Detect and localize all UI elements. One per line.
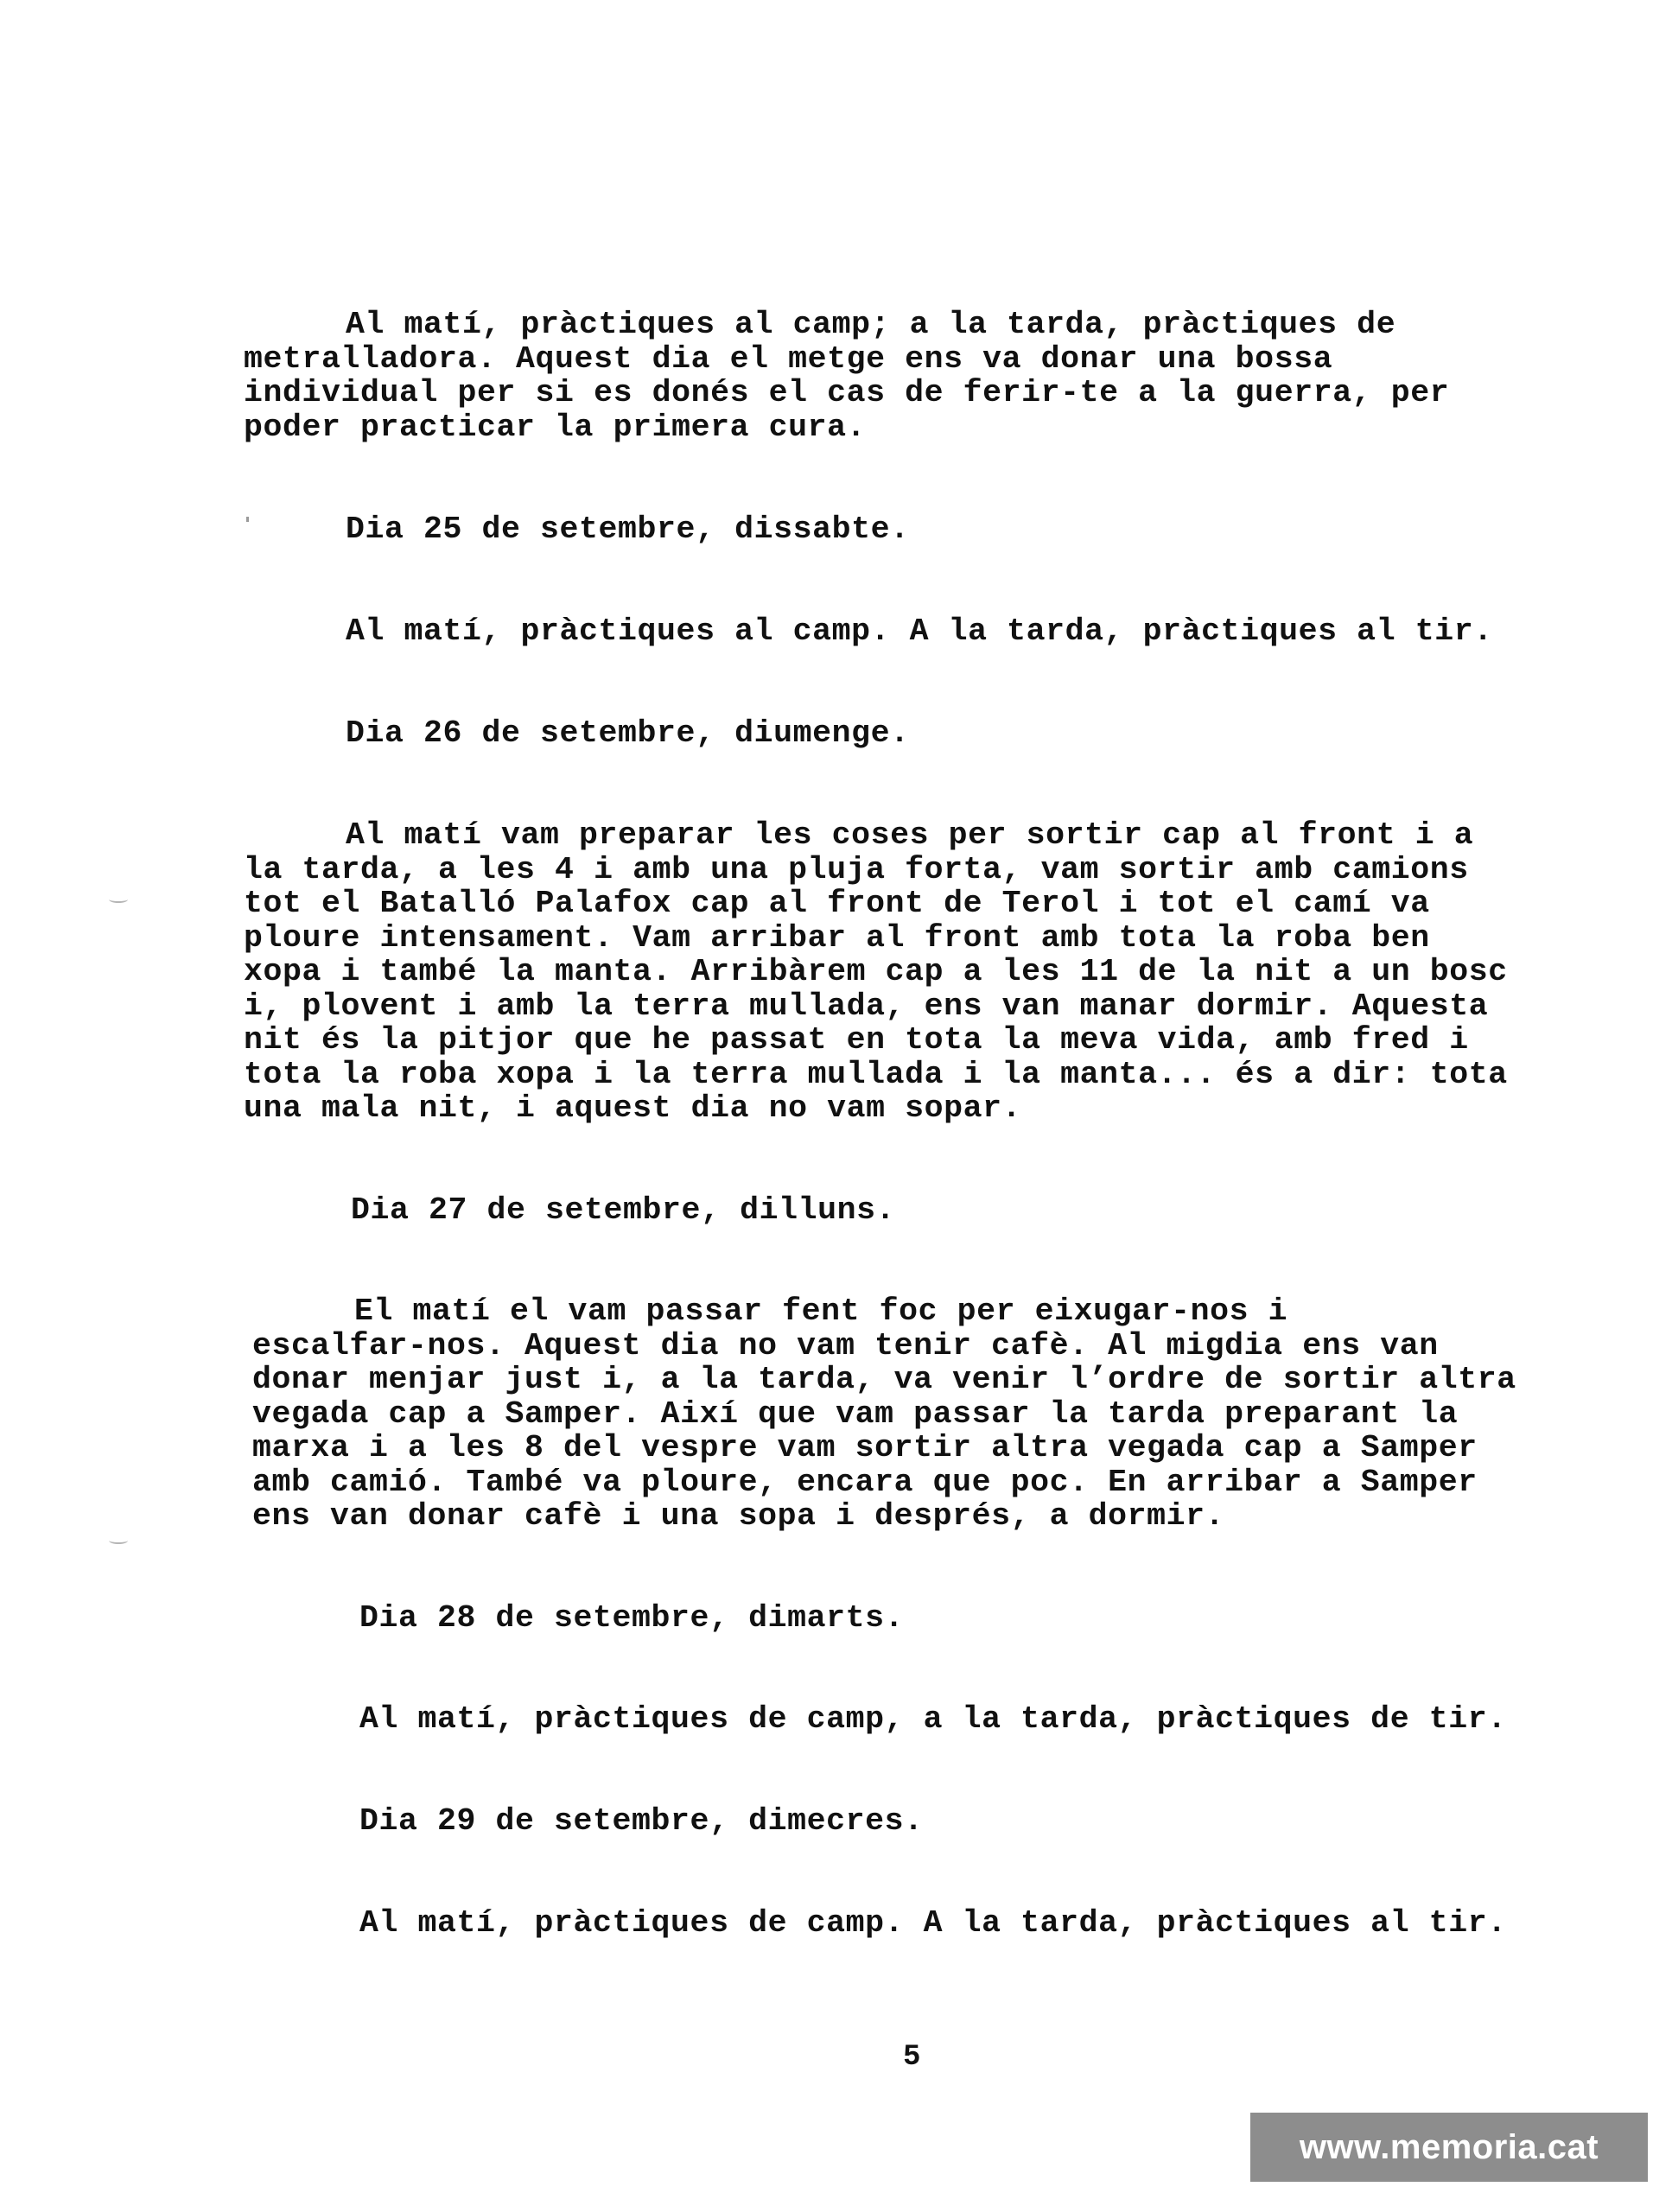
paragraph-line: xopa i també la manta. Arribàrem cap a les 11 de la nit a un bosc	[244, 954, 1508, 989]
paragraph-line: poder practicar la primera cura.	[244, 409, 867, 445]
date-heading: Dia 25 de setembre, dissabte.	[346, 512, 910, 547]
paragraph-line: ens van donar cafè i una sopa i després, a dormir.	[252, 1498, 1225, 1534]
paragraph-line: donar menjar just i, a la tarda, va venir l’ordre de sortir altra	[252, 1362, 1516, 1397]
paragraph-line: individual per si es donés el cas de ferir-te a la guerra, per	[244, 375, 1450, 410]
paragraph-6: Al matí, pràctiques de camp. A la tarda, pràctiques al tir.	[359, 1905, 1507, 1941]
paragraph-line: una mala nit, i aquest dia no vam sopar.	[244, 1090, 1022, 1126]
date-heading: Dia 26 de setembre, diumenge.	[346, 715, 910, 751]
punch-hole-mark	[109, 896, 128, 903]
paragraph-line: la tarda, a les 4 i amb una pluja forta, vam sortir amb camions	[244, 851, 1469, 887]
paragraph-line: vegada cap a Samper. Així que vam passar la tarda preparant la	[252, 1395, 1459, 1432]
paragraph-line: Al matí, pràctiques al camp; a la tarda, pràctiques de	[346, 307, 1396, 342]
paragraph-1	[244, 308, 1566, 444]
paragraph-3	[244, 818, 1566, 1126]
paragraph-2: Al matí, pràctiques al camp. A la tarda, pràctiques al tir.	[346, 613, 1493, 649]
watermark-logo: www.memoria.cat	[1250, 2113, 1648, 2182]
paragraph-line: nit és la pitjor que he passat en tota la meva vida, amb fred i	[244, 1022, 1469, 1058]
paragraph-line: tot el Batalló Palafox cap al front de Terol i tot el camí va	[244, 886, 1430, 921]
paragraph-line: ploure intensament. Vam arribar al front amb tota la roba ben	[244, 919, 1430, 956]
paragraph-4	[252, 1294, 1574, 1534]
date-heading: Dia 29 de setembre, dimecres.	[359, 1803, 924, 1839]
page-number: 5	[903, 2041, 921, 2074]
paragraph-line: marxa i a les 8 del vespre vam sortir altra vegada cap a Samper	[252, 1430, 1478, 1465]
paragraph-line: amb camió. També va ploure, encara que poc. En arribar a Samper	[252, 1464, 1478, 1500]
paragraph-line: El matí el vam passar fent foc per eixugar-nos i	[354, 1294, 1288, 1329]
paragraph-line: tota la roba xopa i la terra mullada i la manta... és a dir: tota	[244, 1056, 1508, 1092]
paragraph-line: Al matí vam preparar les coses per sortir cap al front i a	[346, 817, 1474, 853]
date-heading: Dia 28 de setembre, dimarts.	[359, 1600, 905, 1636]
paragraph-line: escalfar-nos. Aquest dia no vam tenir cafè. Al migdia ens van	[252, 1327, 1439, 1363]
paragraph-line: metralladora. Aquest dia el metge ens va donar una bossa	[244, 340, 1333, 377]
scan-speck	[246, 517, 249, 522]
date-heading: Dia 27 de setembre, dilluns.	[351, 1192, 896, 1228]
paragraph-line: i, plovent i amb la terra mullada, ens van manar dormir. Aquesta	[244, 988, 1489, 1024]
paragraph-5: Al matí, pràctiques de camp, a la tarda, pràctiques de tir.	[359, 1701, 1507, 1737]
punch-hole-mark	[109, 1537, 128, 1544]
